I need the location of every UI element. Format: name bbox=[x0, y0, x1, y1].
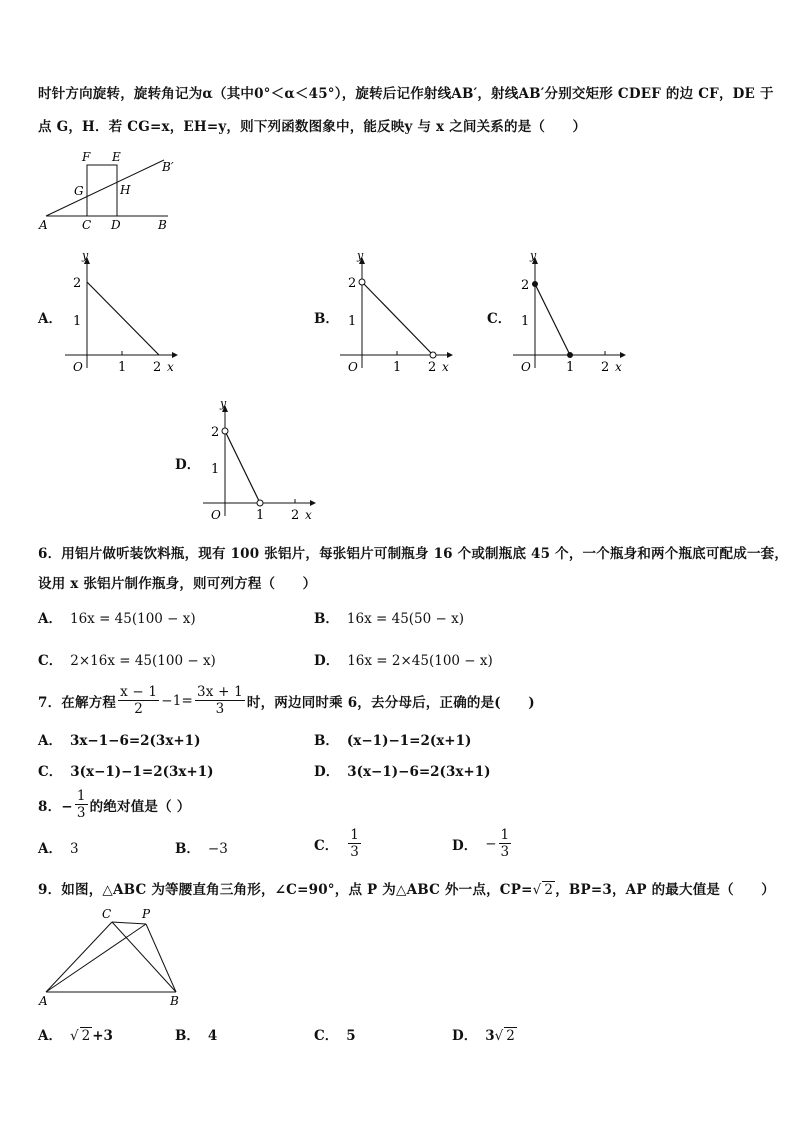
q6-text-line2: 设用 x 张铝片制作瓶身，则可列方程（ ） bbox=[38, 576, 317, 592]
label-b: B bbox=[158, 218, 167, 232]
q5-graph-a bbox=[60, 250, 180, 375]
option-label: A． bbox=[38, 733, 62, 749]
option-label: A． bbox=[38, 841, 62, 857]
q6-text-line1: 6．用铝片做听装饮料瓶，现有 100 张铝片，每张铝片可制瓶身 16 个或制瓶底 45 个，一个瓶身和两个瓶底可配成一套， bbox=[38, 546, 789, 562]
q5-graph-c bbox=[508, 250, 633, 375]
label-c: C bbox=[102, 907, 112, 921]
option-text: 3x−1−6=2(3x+1) bbox=[69, 733, 201, 749]
option-fraction bbox=[499, 827, 512, 860]
tick-x1: 1 bbox=[566, 360, 575, 375]
q6-option-a bbox=[38, 607, 196, 627]
q9-sqrt-value: 2 bbox=[544, 882, 554, 898]
option-text: (x−1)−1=2(x+1) bbox=[346, 733, 472, 749]
option-label: B． bbox=[175, 841, 200, 857]
tick-y2: 2 bbox=[73, 276, 82, 291]
option-label: C． bbox=[38, 653, 63, 669]
option-sign: − bbox=[485, 835, 497, 852]
label-h: H bbox=[120, 183, 131, 197]
q9-triangle-figure bbox=[36, 905, 186, 1010]
q6-option-d bbox=[314, 649, 493, 669]
q7-option-c bbox=[38, 760, 214, 780]
q6-option-b bbox=[314, 607, 464, 627]
q9-text bbox=[38, 878, 775, 898]
q9-option-c bbox=[314, 1024, 356, 1044]
tick-x2: 2 bbox=[291, 508, 300, 523]
q9-option-a bbox=[38, 1024, 113, 1044]
q8-option-a bbox=[38, 837, 79, 857]
label-f: F bbox=[82, 150, 91, 164]
tick-y2: 2 bbox=[348, 276, 357, 291]
option-label: C． bbox=[314, 1028, 339, 1044]
fraction-denominator: 2 bbox=[134, 701, 144, 717]
tick-y1: 1 bbox=[521, 314, 530, 329]
tick-x1: 1 bbox=[118, 360, 127, 375]
sqrt-icon: √ bbox=[494, 1028, 504, 1044]
option-label: D． bbox=[452, 1028, 478, 1044]
option-label: D． bbox=[452, 837, 478, 854]
option-text: −3 bbox=[207, 841, 228, 857]
q5-graph-b bbox=[335, 250, 455, 375]
q9-option-b bbox=[175, 1024, 217, 1044]
option-before: 3 bbox=[485, 1028, 495, 1044]
option-label: B． bbox=[314, 733, 339, 749]
option-after: +3 bbox=[92, 1028, 113, 1044]
tick-x2: 2 bbox=[601, 360, 610, 375]
label-a: A bbox=[39, 994, 48, 1008]
option-label: B． bbox=[314, 611, 339, 627]
tick-y1: 1 bbox=[348, 314, 357, 329]
axis-x: x bbox=[167, 360, 174, 374]
option-text: 2×16x = 45(100 − x) bbox=[70, 653, 216, 669]
q8-text bbox=[38, 788, 190, 821]
tick-x2: 2 bbox=[153, 360, 162, 375]
q8-prefix: 8．− bbox=[38, 798, 73, 815]
axis-x: x bbox=[442, 360, 449, 374]
option-fraction bbox=[348, 827, 361, 860]
q7-suffix: 时，两边同时乘 6，去分母后，正确的是( ) bbox=[246, 694, 535, 711]
tick-x1: 1 bbox=[393, 360, 402, 375]
tick-y2: 2 bbox=[211, 425, 220, 440]
option-text: 16x = 2×45(100 − x) bbox=[347, 653, 493, 669]
option-label: B． bbox=[175, 1028, 200, 1044]
tick-x1: 1 bbox=[256, 508, 265, 523]
option-label: C． bbox=[38, 764, 63, 780]
q5-option-c-label: C． bbox=[487, 311, 512, 327]
tick-y1: 1 bbox=[73, 314, 82, 329]
fraction-numerator: 1 bbox=[350, 827, 359, 843]
origin: O bbox=[348, 360, 358, 374]
q8-option-b bbox=[175, 837, 228, 857]
option-text: 16x = 45(50 − x) bbox=[346, 611, 465, 627]
q7-prefix: 7．在解方程 bbox=[38, 694, 117, 711]
option-text: 16x = 45(100 − x) bbox=[69, 611, 196, 627]
q7-fraction-1 bbox=[118, 684, 159, 717]
q8-option-d bbox=[452, 827, 513, 860]
q5-rectangle-figure bbox=[36, 148, 186, 234]
fraction-denominator: 3 bbox=[76, 805, 86, 821]
q7-option-b bbox=[314, 729, 471, 749]
fraction-numerator: x − 1 bbox=[120, 684, 158, 700]
axis-x: x bbox=[615, 360, 622, 374]
label-g: G bbox=[74, 184, 84, 198]
origin: O bbox=[521, 360, 531, 374]
fraction-numerator: 1 bbox=[76, 788, 86, 804]
q9-text-b: ，BP=3，AP 的最大值是（ ） bbox=[555, 882, 775, 898]
sqrt-icon: √ bbox=[69, 1028, 79, 1044]
option-label: C． bbox=[314, 837, 339, 854]
option-label: D． bbox=[314, 653, 340, 669]
tick-y2: 2 bbox=[521, 278, 530, 293]
fraction-denominator: 3 bbox=[215, 701, 225, 717]
q8-option-c bbox=[314, 827, 363, 860]
label-d: D bbox=[111, 218, 121, 232]
axis-y: y bbox=[357, 250, 364, 262]
q7-option-a bbox=[38, 729, 200, 749]
axis-y: y bbox=[220, 398, 227, 410]
tick-y1: 1 bbox=[211, 462, 220, 477]
q7-fraction-2 bbox=[195, 684, 245, 717]
option-text: 5 bbox=[346, 1028, 356, 1044]
option-text: 3(x−1)−1=2(3x+1) bbox=[70, 764, 214, 780]
option-label: D． bbox=[314, 764, 340, 780]
option-sqrt: 2 bbox=[506, 1028, 515, 1044]
q7-mid: −1= bbox=[161, 692, 194, 709]
origin: O bbox=[73, 360, 83, 374]
q5-text-line1: 时针方向旋转，旋转角记为α（其中0°＜α＜45°），旋转后记作射线AB′，射线AB′分别交矩形 CDEF 的边 CF，DE 于 bbox=[38, 86, 774, 102]
label-c: C bbox=[82, 218, 92, 232]
fraction-denominator: 3 bbox=[500, 844, 510, 860]
q5-option-b-label: B． bbox=[314, 311, 339, 327]
q6-option-c bbox=[38, 649, 216, 669]
option-text: 4 bbox=[207, 1028, 218, 1044]
q5-option-a-label: A． bbox=[38, 311, 62, 327]
label-p: P bbox=[142, 907, 151, 921]
q9-option-d bbox=[452, 1024, 517, 1044]
q5-option-d-label: D． bbox=[175, 457, 201, 473]
fraction-numerator: 3x + 1 bbox=[197, 684, 243, 700]
sqrt-icon: √ bbox=[532, 882, 542, 898]
q5-text-line2: 点 G，H．若 CG=x，EH=y，则下列函数图象中，能反映y 与 x 之间关系的是（ ） bbox=[38, 119, 587, 135]
label-b: B bbox=[170, 994, 179, 1008]
fraction-numerator: 1 bbox=[500, 827, 510, 843]
label-e: E bbox=[112, 150, 121, 164]
q8-fraction bbox=[75, 788, 88, 821]
q7-text bbox=[38, 684, 535, 717]
q5-graph-d bbox=[198, 398, 323, 523]
origin: O bbox=[211, 508, 221, 522]
option-label: A． bbox=[38, 611, 62, 627]
q7-option-d bbox=[314, 760, 490, 780]
tick-x2: 2 bbox=[428, 360, 437, 375]
option-label: A． bbox=[38, 1028, 62, 1044]
label-a: A bbox=[39, 218, 48, 232]
q9-text-a: 9．如图，△ABC 为等腰直角三角形，∠C=90°，点 P 为△ABC 外一点，CP= bbox=[38, 882, 533, 898]
axis-y: y bbox=[82, 250, 89, 262]
q8-suffix: 的绝对值是（ ） bbox=[89, 798, 191, 815]
label-b-prime: B′ bbox=[162, 160, 174, 174]
option-text: 3(x−1)−6=2(3x+1) bbox=[347, 764, 491, 780]
axis-x: x bbox=[305, 508, 312, 522]
option-sqrt: 2 bbox=[81, 1028, 91, 1044]
axis-y: y bbox=[530, 250, 537, 262]
fraction-denominator: 3 bbox=[350, 844, 359, 860]
option-text: 3 bbox=[69, 841, 79, 857]
